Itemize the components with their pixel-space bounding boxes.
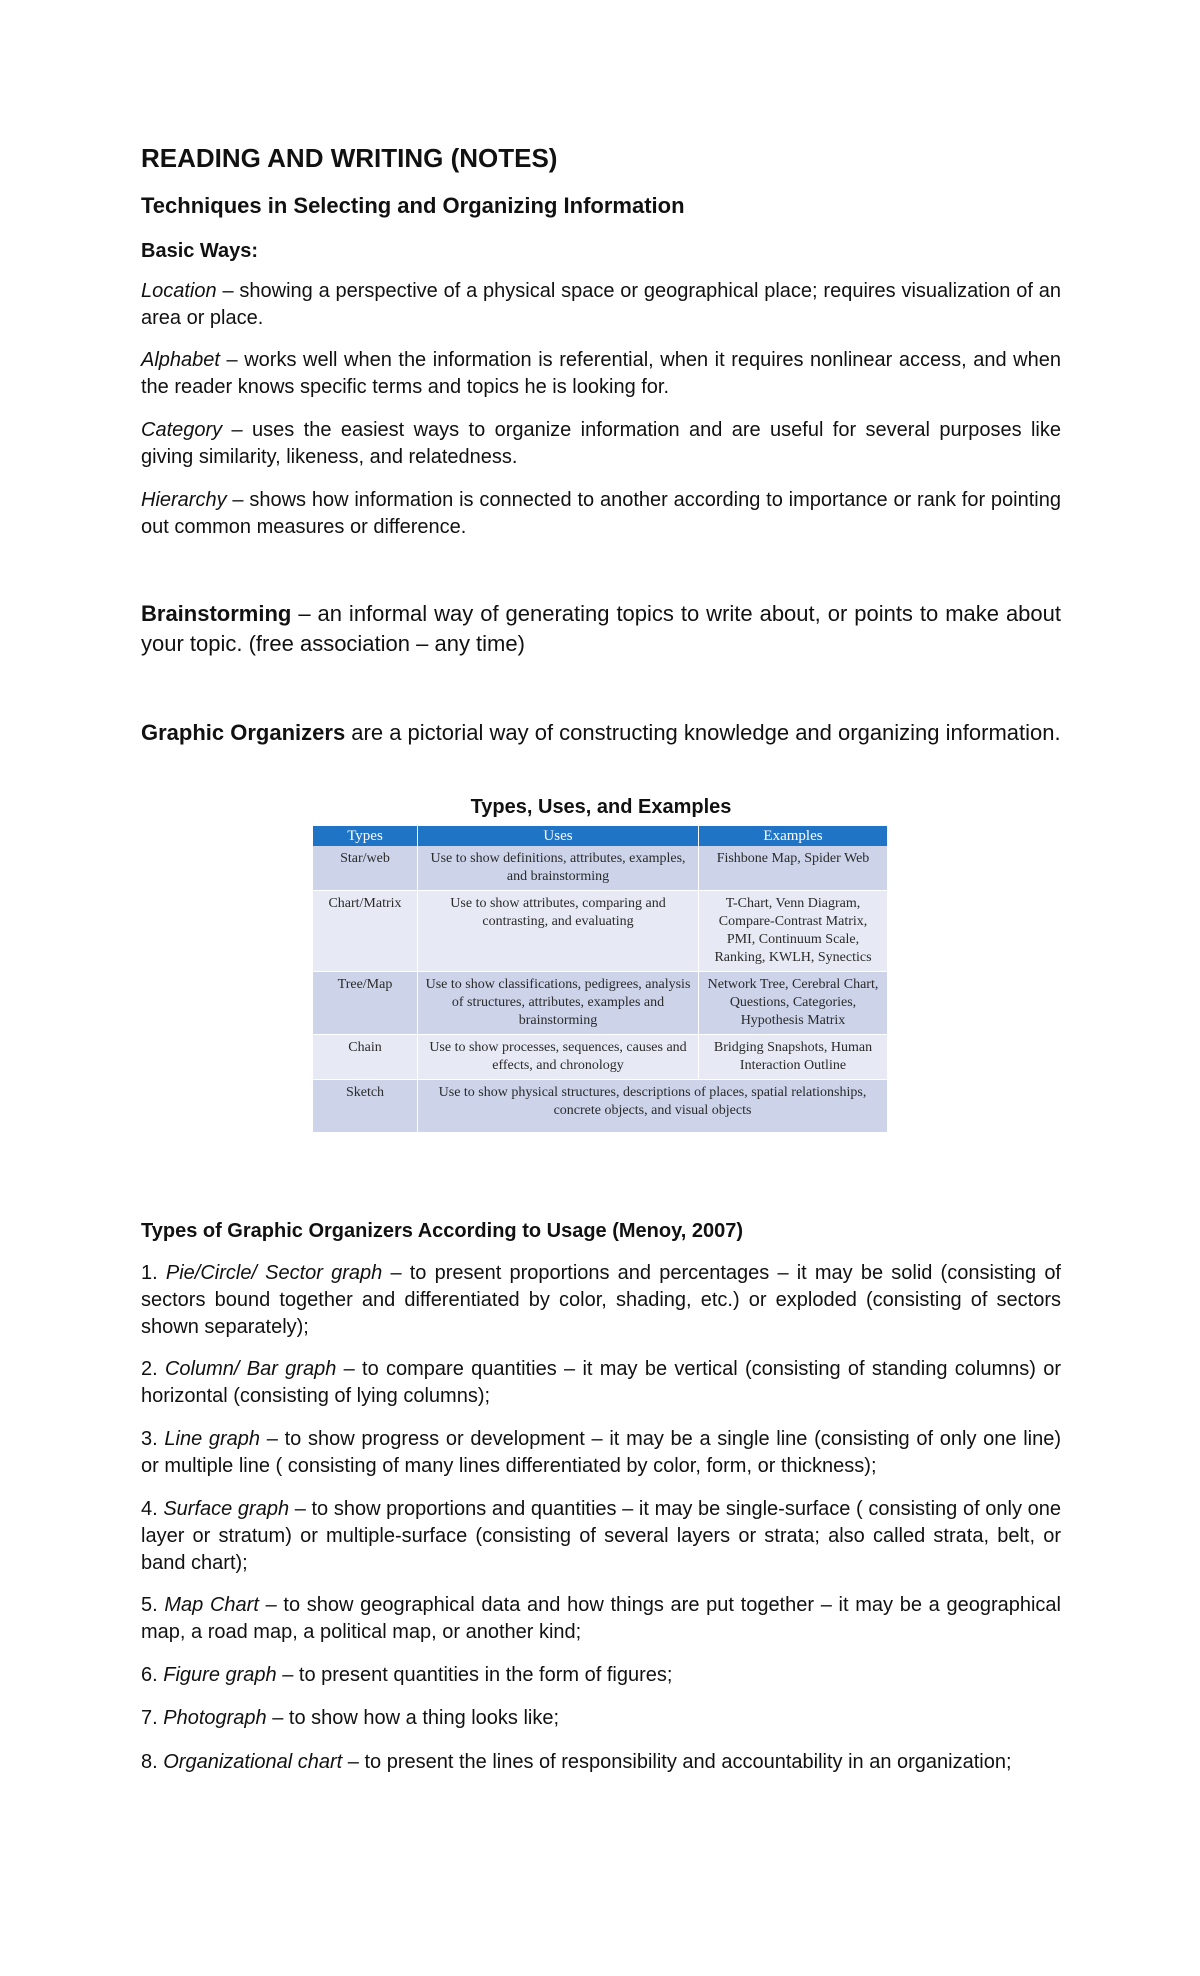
table-row	[313, 1080, 888, 1133]
item-term: Line graph	[164, 1428, 261, 1450]
item-term: Organizational chart	[163, 1751, 343, 1773]
cell-type: Chain	[313, 1035, 418, 1080]
item-term: Figure graph	[163, 1664, 277, 1686]
basic-way-category	[141, 417, 1061, 471]
definition-category: – uses the easiest ways to organize information and are useful for several purposes like giving similarity, likeness, and relatedness.	[141, 419, 1061, 468]
table-caption: Types, Uses, and Examples	[470, 796, 732, 818]
item-text: – to present quantities in the form of figures;	[276, 1664, 673, 1686]
table-row	[313, 972, 888, 1035]
item-number: 1.	[141, 1262, 158, 1284]
term-brainstorming: Brainstorming	[141, 601, 292, 626]
definition-brainstorming: – an informal way of generating topics to write about, or points to make about your topic. (free association – any time)	[141, 601, 1061, 656]
item-term: Column/ Bar graph	[164, 1358, 337, 1380]
item-term: Pie/Circle/ Sector graph	[165, 1262, 383, 1284]
item-number: 8.	[141, 1751, 158, 1773]
usage-item	[141, 1705, 1061, 1732]
cell-example: Network Tree, Cerebral Chart, Questions, Categories, Hypothesis Matrix	[699, 972, 888, 1035]
item-text: – to present proportions and percentages – it may be solid (consisting of sectors bound together and differentiated by color, shading, etc.) or exploded (consisting of sectors shown separately);	[141, 1262, 1061, 1338]
item-term: Surface graph	[163, 1498, 290, 1520]
table-header-row	[313, 826, 888, 846]
definition-hierarchy: – shows how information is connected to another according to importance or rank for pointing out common measures or difference.	[141, 489, 1061, 538]
term-graphic-organizers: Graphic Organizers	[141, 720, 346, 745]
cell-use: Use to show physical structures, descriptions of places, spatial relationships, concrete objects, and visual objects	[418, 1080, 888, 1133]
item-number: 3.	[141, 1428, 158, 1450]
item-number: 6.	[141, 1664, 158, 1686]
term-category: Category	[141, 419, 223, 441]
item-text: – to compare quantities – it may be vertical (consisting of standing columns) or horizontal (consisting of lying columns);	[141, 1358, 1061, 1407]
header-types: Types	[313, 826, 418, 846]
item-number: 2.	[141, 1358, 158, 1380]
section-subtitle: Techniques in Selecting and Organizing Information	[141, 193, 685, 218]
item-term: Photograph	[163, 1707, 267, 1729]
definition-alphabet: – works well when the information is referential, when it requires nonlinear access, and when the reader knows specific terms and topics he is looking for.	[141, 349, 1061, 398]
cell-example: Fishbone Map, Spider Web	[699, 846, 888, 891]
table-row	[313, 1035, 888, 1080]
usage-item	[141, 1749, 1061, 1776]
term-hierarchy: Hierarchy	[141, 489, 227, 511]
definition-location: – showing a perspective of a physical space or geographical place; requires visualization of an area or place.	[141, 280, 1061, 329]
usage-item	[141, 1426, 1061, 1480]
item-text: – to show progress or development – it may be a single line (consisting of only one line) or multiple line ( consisting of many lines differentiated by color, form, or thickness);	[141, 1428, 1061, 1477]
usage-item	[141, 1496, 1061, 1577]
basic-way-hierarchy	[141, 487, 1061, 541]
usage-item	[141, 1592, 1061, 1646]
usage-item	[141, 1260, 1061, 1341]
item-term: Map Chart	[164, 1594, 259, 1616]
cell-type: Star/web	[313, 846, 418, 891]
cell-example: T-Chart, Venn Diagram, Compare-Contrast Matrix, PMI, Continuum Scale, Ranking, KWLH, Synectics	[699, 891, 888, 972]
cell-type: Tree/Map	[313, 972, 418, 1035]
cell-use: Use to show definitions, attributes, examples, and brainstorming	[418, 846, 699, 891]
page-title: READING AND WRITING (NOTES)	[141, 143, 558, 173]
usage-section-heading: Types of Graphic Organizers According to Usage (Menoy, 2007)	[141, 1220, 743, 1242]
definition-graphic-organizers: are a pictorial way of constructing knowledge and organizing information.	[345, 720, 1061, 745]
header-uses: Uses	[418, 826, 699, 846]
graphic-organizers-paragraph	[141, 718, 1061, 748]
cell-type: Chart/Matrix	[313, 891, 418, 972]
cell-use: Use to show attributes, comparing and contrasting, and evaluating	[418, 891, 699, 972]
item-number: 4.	[141, 1498, 158, 1520]
basic-way-location	[141, 278, 1061, 332]
item-number: 5.	[141, 1594, 158, 1616]
item-number: 7.	[141, 1707, 158, 1729]
term-alphabet: Alphabet	[141, 349, 220, 371]
item-text: – to show how a thing looks like;	[266, 1707, 560, 1729]
term-location: Location	[141, 280, 217, 302]
cell-example: Bridging Snapshots, Human Interaction Outline	[699, 1035, 888, 1080]
cell-use: Use to show processes, sequences, causes and effects, and chronology	[418, 1035, 699, 1080]
basic-way-alphabet	[141, 347, 1061, 401]
usage-item	[141, 1662, 1061, 1689]
item-text: – to show proportions and quantities – it may be single-surface ( consisting of only one layer or stratum) or multiple-surface (consisting of several layers or strata; also called strata, belt, or band chart);	[141, 1498, 1061, 1574]
cell-type: Sketch	[313, 1080, 418, 1133]
basic-ways-heading: Basic Ways:	[141, 240, 259, 262]
item-text: – to show geographical data and how things are put together – it may be a geographical map, a road map, a political map, or another kind;	[141, 1594, 1061, 1643]
graphic-organizer-table	[313, 826, 888, 1133]
table-row	[313, 891, 888, 972]
header-examples: Examples	[699, 826, 888, 846]
usage-item	[141, 1356, 1061, 1410]
brainstorming-paragraph	[141, 599, 1061, 659]
cell-use: Use to show classifications, pedigrees, analysis of structures, attributes, examples and brainstorming	[418, 972, 699, 1035]
item-text: – to present the lines of responsibility and accountability in an organization;	[342, 1751, 1012, 1773]
table-row	[313, 846, 888, 891]
